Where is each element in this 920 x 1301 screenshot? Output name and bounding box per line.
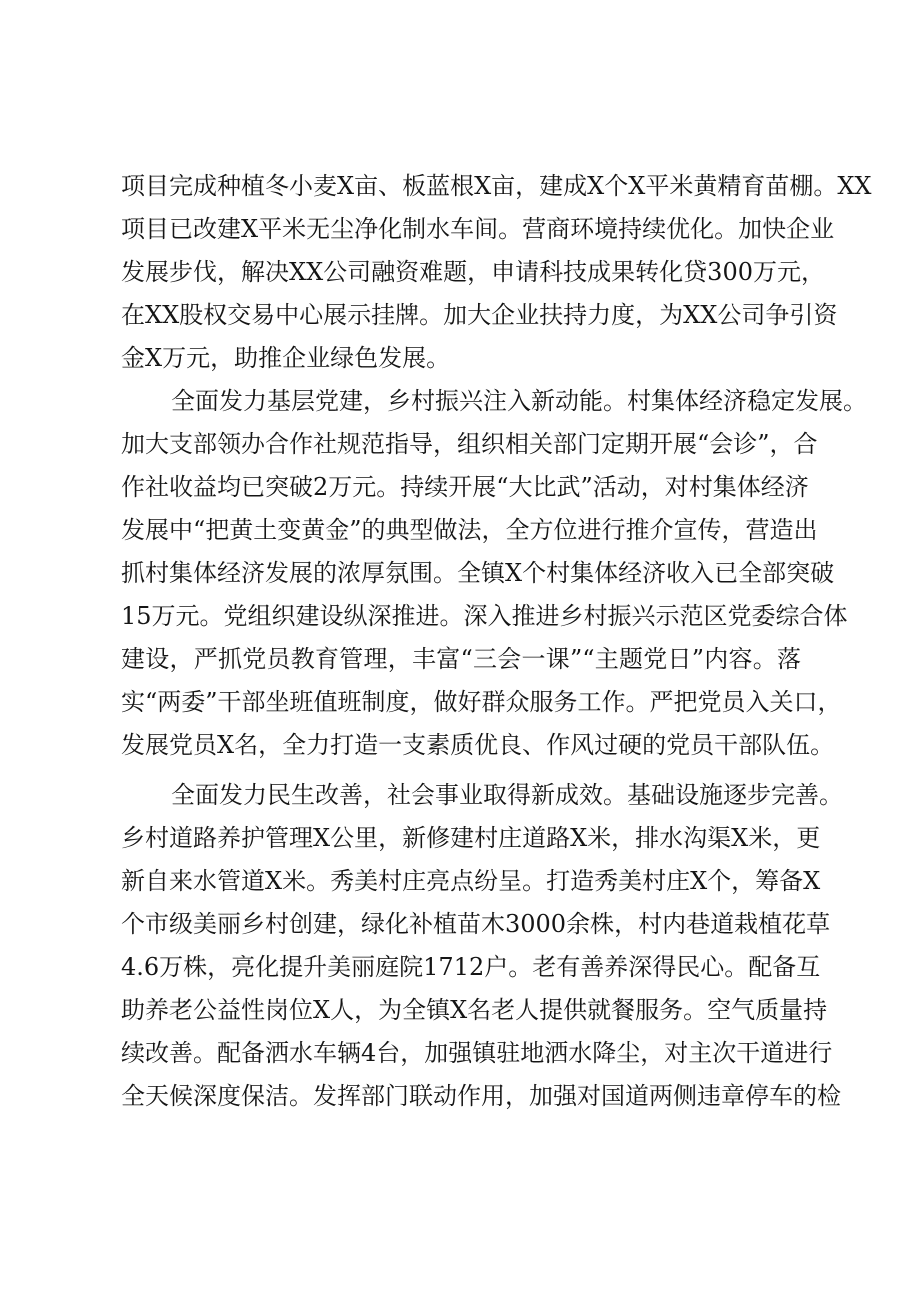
paragraph-2-line-4: 发展中“把黄土变黄金”的典型做法，全方位进行推介宣传，营造出: [121, 516, 818, 544]
paragraph-3-line-6: 助养老公益性岗位X人，为全镇X名老人提供就餐服务。空气质量持: [121, 996, 828, 1024]
paragraph-3-line-1: 全面发力民生改善，社会事业取得新成效。基础设施逐步完善。: [171, 781, 843, 809]
paragraph-1-line-2: 项目已改建X平米无尘净化制水车间。营商环境持续优化。加快企业: [121, 215, 835, 243]
paragraph-1-line-3: 发展步伐，解决XX公司融资难题，申请科技成果转化贷300万元，: [121, 258, 825, 286]
paragraph-3-line-4: 个市级美丽乡村创建，绿化补植苗木3000余株，村内巷道栽植花草: [121, 910, 831, 938]
paragraph-3-line-5: 4.6万株，亮化提升美丽庭院1712户。老有善养深得民心。配备互: [121, 953, 821, 981]
paragraph-3-line-3: 新自来水管道X米。秀美村庄亮点纷呈。打造秀美村庄X个，筹备X: [121, 867, 821, 895]
paragraph-1-line-1: 项目完成种植冬小麦X亩、板蓝根X亩，建成X个X平米黄精育苗棚。XX: [121, 172, 872, 200]
paragraph-3-line-2: 乡村道路养护管理X公里，新修建村庄道路X米，排水沟渠X米，更: [121, 824, 821, 852]
paragraph-2-line-6: 15万元。党组织建设纵深推进。深入推进乡村振兴示范区党委综合体: [121, 602, 848, 630]
paragraph-2-line-8: 实“两委”干部坐班值班制度，做好群众服务工作。严把党员入关口，: [121, 688, 842, 716]
paragraph-2-line-2: 加大支部领办合作社规范指导，组织相关部门定期开展“会诊”，合: [121, 430, 818, 458]
paragraph-2-line-1: 全面发力基层党建，乡村振兴注入新动能。村集体经济稳定发展。: [171, 387, 867, 415]
paragraph-3-line-8: 全天候深度保洁。发挥部门联动作用，加强对国道两侧违章停车的检: [121, 1082, 841, 1110]
paragraph-2-line-7: 建设，严抓党员教育管理，丰富“三会一课”“主题党日”内容。落: [121, 645, 801, 673]
paragraph-3-line-7: 续改善。配备洒水车辆4台，加强镇驻地洒水降尘，对主次干道进行: [121, 1039, 833, 1067]
paragraph-1-line-4: 在XX股权交易中心展示挂牌。加大企业扶持力度，为XX公司争引资: [121, 301, 838, 329]
paragraph-2-line-3: 作社收益均已突破2万元。持续开展“大比武”活动，对村集体经济: [121, 473, 809, 501]
paragraph-1-line-5: 金X万元，助推企业绿色发展。: [121, 344, 451, 372]
paragraph-2-line-5: 抓村集体经济发展的浓厚氛围。全镇X个村集体经济收入已全部突破: [121, 559, 835, 587]
paragraph-2-line-9: 发展党员X名，全力打造一支素质优良、作风过硬的党员干部队伍。: [121, 731, 835, 759]
